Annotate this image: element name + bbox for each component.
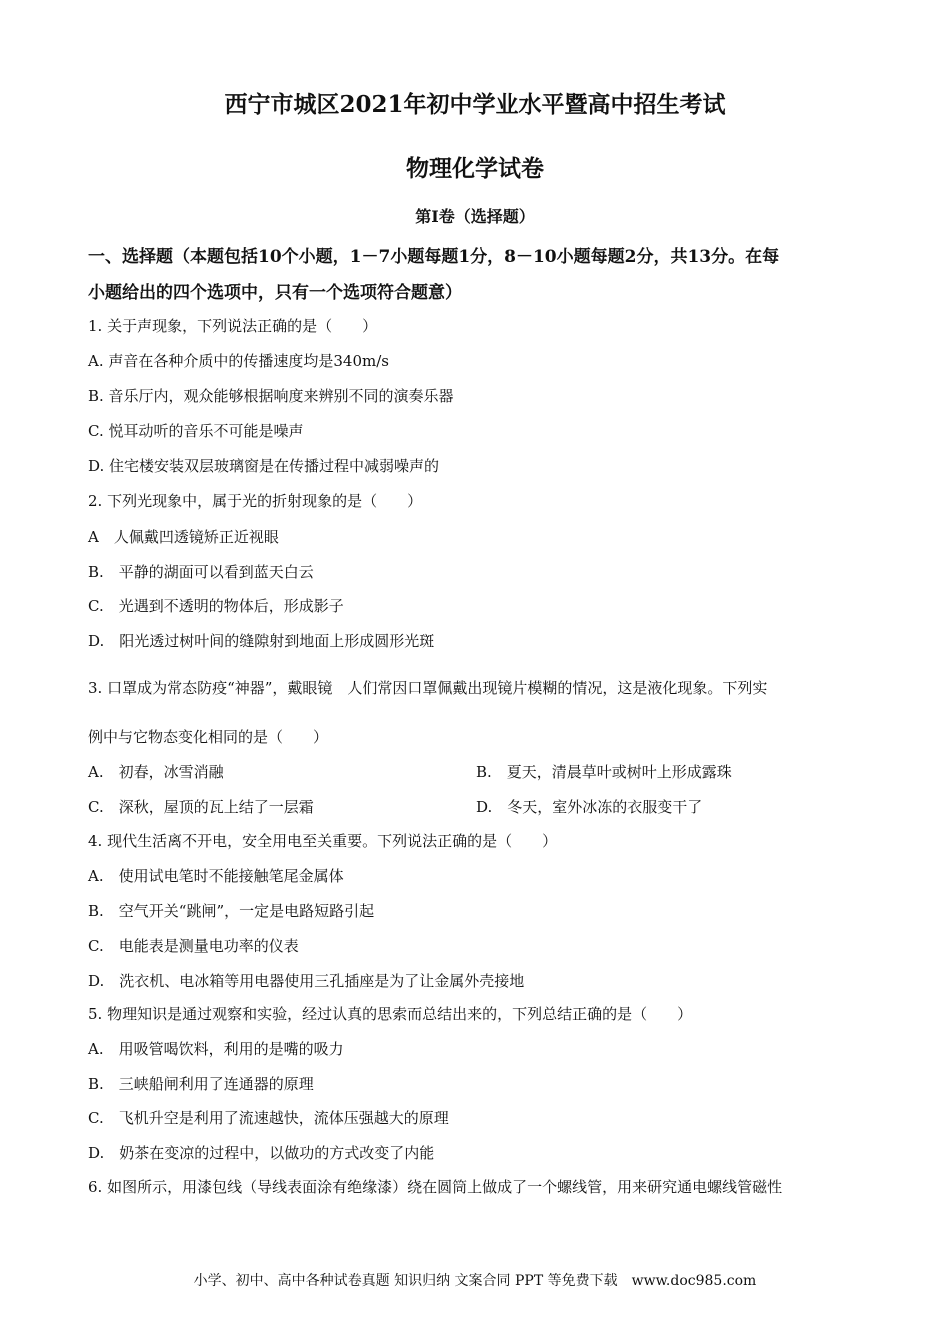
question-2-option-d: D. 阳光透过树叶间的缝隙射到地面上形成圆形光斑	[88, 632, 435, 650]
exam-subtitle: 物理化学试卷	[406, 155, 544, 182]
section-instructions-line-2: 小题给出的四个选项中，只有一个选项符合题意）	[88, 283, 462, 303]
question-4-option-b: B. 空气开关“跳闸”，一定是电路短路引起	[88, 902, 375, 920]
question-4-option-d: D. 洗衣机、电冰箱等用电器使用三孔插座是为了让金属外壳接地	[88, 972, 525, 990]
part-heading: 第Ⅰ卷（选择题）	[415, 207, 535, 226]
question-5-option-a: A. 用吸管喝饮料，利用的是嘴的吸力	[88, 1040, 344, 1058]
exam-title: 西宁市城区2021年初中学业水平暨高中招生考试	[224, 91, 726, 118]
question-2-option-a: A 人佩戴凹透镜矫正近视眼	[88, 528, 279, 546]
question-4-option-a: A. 使用试电笔时不能接触笔尾金属体	[88, 867, 344, 885]
question-1-option-c: C. 悦耳动听的音乐不可能是噪声	[88, 422, 304, 440]
question-4-stem: 4. 现代生活离不开电，安全用电至关重要。下列说法正确的是（ ）	[88, 832, 558, 850]
section-instructions-line-1: 一、选择题（本题包括10个小题，1－7小题每题1分，8－10小题每题2分，共13分。在每	[88, 247, 780, 267]
question-1-stem: 1. 关于声现象，下列说法正确的是（ ）	[88, 317, 378, 335]
question-2-option-c: C. 光遇到不透明的物体后，形成影子	[88, 597, 344, 615]
question-5-option-b: B. 三峡船闸利用了连通器的原理	[88, 1075, 314, 1093]
question-1-option-b: B. 音乐厅内，观众能够根据响度来辨别不同的演奏乐器	[88, 387, 454, 405]
question-3-stem-line-2: 例中与它物态变化相同的是（ ）	[88, 728, 329, 746]
page-footer: 小学、初中、高中各种试卷真题 知识归纳 文案合同 PPT 等免费下载 www.doc985.com	[193, 1273, 757, 1289]
question-3-option-d: D. 冬天，室外冰冻的衣服变干了	[476, 798, 703, 816]
question-3-option-b: B. 夏天，清晨草叶或树叶上形成露珠	[476, 763, 732, 781]
question-1-option-a: A. 声音在各种介质中的传播速度均是340m/s	[88, 352, 389, 370]
question-3-stem-line-1: 3. 口罩成为常态防疫“神器”，戴眼镜 人们常因口罩佩戴出现镜片模糊的情况，这是液化现象。下列实	[88, 679, 768, 697]
question-6-stem: 6. 如图所示，用漆包线（导线表面涂有绝缘漆）绕在圆筒上做成了一个螺线管，用来研究通电螺线管磁性	[88, 1178, 783, 1196]
question-5-option-d: D. 奶茶在变凉的过程中，以做功的方式改变了内能	[88, 1144, 435, 1162]
question-2-stem: 2. 下列光现象中，属于光的折射现象的是（ ）	[88, 492, 423, 510]
question-5-stem: 5. 物理知识是通过观察和实验，经过认真的思索而总结出来的，下列总结正确的是（ ）	[88, 1005, 693, 1023]
question-4-option-c: C. 电能表是测量电功率的仪表	[88, 937, 299, 955]
question-3-option-a: A. 初春，冰雪消融	[88, 763, 224, 781]
question-1-option-d: D. 住宅楼安装双层玻璃窗是在传播过程中减弱噪声的	[88, 457, 440, 475]
question-3-option-c: C. 深秋，屋顶的瓦上结了一层霜	[88, 798, 314, 816]
question-5-option-c: C. 飞机升空是利用了流速越快，流体压强越大的原理	[88, 1109, 449, 1127]
question-2-option-b: B. 平静的湖面可以看到蓝天白云	[88, 563, 314, 581]
